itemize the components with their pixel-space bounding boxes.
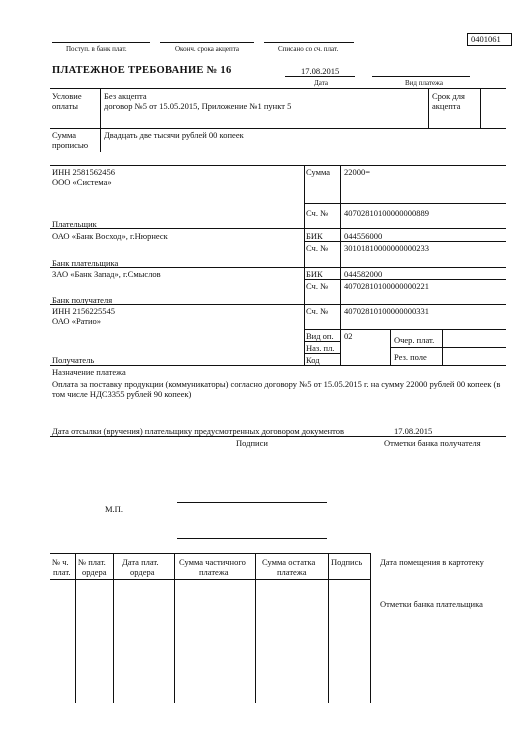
op-type-label: Вид оп. <box>306 331 334 341</box>
order-bottom-line <box>390 347 506 348</box>
table-header-3a: Дата плат. <box>122 557 159 567</box>
payer-label: Плательщик <box>52 219 97 229</box>
received-bank-line <box>52 42 150 43</box>
stamp-label: М.П. <box>105 504 123 514</box>
date-line <box>285 76 355 77</box>
table-header-6a: Подпись <box>331 557 363 567</box>
purpose-label: Назначение платежа <box>52 367 126 377</box>
deadline-label-1: Срок для <box>432 91 465 101</box>
payer-bank-marks-label: Отметки банка плательщика <box>380 599 483 609</box>
document-date: 17.08.2015 <box>301 66 340 76</box>
deadline-label-2: акцепта <box>432 101 461 111</box>
debited-label: Списано со сч. плат. <box>278 45 339 53</box>
accept-deadline-line <box>160 42 254 43</box>
payer-bank-label: Банк плательщика <box>52 258 119 268</box>
payee-inn: ИНН 2156225545 <box>52 306 116 316</box>
payment-type-line <box>372 76 470 77</box>
payee-bank-bik-label: БИК <box>306 269 323 279</box>
amount-words-value: Двадцать две тысячи рублей 00 копеек <box>104 130 244 140</box>
signatures-label: Подписи <box>236 438 268 448</box>
bottom-table-top-line <box>50 553 370 554</box>
dispatch-label: Дата отсылки (вручения) плательщику предусмотренных договором документов <box>52 426 345 436</box>
amount-words-label-2: прописью <box>52 140 89 150</box>
bottom-table-col-1 <box>75 553 76 703</box>
purpose-code-top-line <box>304 341 340 342</box>
conditions-top-line <box>50 88 506 89</box>
payee-label: Получатель <box>52 355 95 365</box>
dispatch-line <box>50 436 506 437</box>
bottom-table-col-5 <box>328 553 329 703</box>
dispatch-date: 17.08.2015 <box>394 426 433 436</box>
payee-acc-label: Сч. № <box>306 306 329 316</box>
signature-line-1 <box>177 502 327 503</box>
payee-name: ОАО «Ратио» <box>52 316 101 326</box>
signature-line-2 <box>177 538 327 539</box>
payee-acc-value: 40702810100000000331 <box>344 306 429 316</box>
payer-inn: ИНН 2581562456 <box>52 167 116 177</box>
table-header-4b: платежа <box>199 567 229 577</box>
payment-type-label: Вид платежа <box>405 79 444 87</box>
table-header-4a: Сумма частичного <box>179 557 246 567</box>
payee-bank-marks-label: Отметки банка получателя <box>384 438 481 448</box>
payee-bank-bik-line <box>304 279 506 280</box>
payee-bank-acc-label: Сч. № <box>306 281 329 291</box>
main-grid-divider-2 <box>340 165 341 365</box>
payer-acc-value: 40702810100000000889 <box>344 208 429 218</box>
table-header-3b: ордера <box>130 567 155 577</box>
date-label: Дата <box>314 79 328 87</box>
bottom-table-col-4 <box>255 553 256 703</box>
form-code: 0401061 <box>471 34 501 44</box>
op-type-value: 02 <box>344 331 353 341</box>
payer-bank-acc-value: 30101810000000000233 <box>344 243 429 253</box>
order-label: Очер. плат. <box>394 335 435 345</box>
payer-name: ООО «Система» <box>52 177 112 187</box>
payer-bank-bik-line <box>304 241 506 242</box>
payee-bottom-line <box>50 365 506 366</box>
conditions-divider-right <box>480 88 481 128</box>
payer-bank-bottom-line <box>50 267 506 268</box>
payer-bottom-line <box>50 228 506 229</box>
bottom-table-header-line <box>50 579 370 580</box>
debited-line <box>264 42 354 43</box>
payee-bank-acc-value: 40702810100000000221 <box>344 281 429 291</box>
payee-acc-bottom-line <box>304 329 506 330</box>
payer-sum-bottom-line <box>304 203 506 204</box>
conditions-divider-deadline <box>428 88 429 128</box>
payee-bank-label: Банк получателя <box>52 295 113 305</box>
conditions-label-2: оплаты <box>52 101 79 111</box>
received-bank-label: Поступ. в банк плат. <box>66 45 127 53</box>
amount-words-bottom-line <box>50 165 506 166</box>
bottom-table-col-6 <box>370 553 371 703</box>
conditions-divider-left <box>100 88 101 152</box>
bottom-table-col-3 <box>174 553 175 703</box>
page-title: ПЛАТЕЖНОЕ ТРЕБОВАНИЕ № 16 <box>52 65 232 76</box>
table-header-5b: платежа <box>277 567 307 577</box>
payer-bank-acc-label: Сч. № <box>306 243 329 253</box>
payer-bank-name: ОАО «Банк Восход», г.Нюрнеск <box>52 231 168 241</box>
conditions-value-2: договор №5 от 15.05.2015, Приложение №1 пункт 5 <box>104 101 292 111</box>
conditions-bottom-line <box>50 128 506 129</box>
purpose-code-label: Наз. пл. <box>306 343 335 353</box>
payee-bank-bik-value: 044582000 <box>344 269 383 279</box>
payer-sum-value: 22000= <box>344 167 371 177</box>
code-label: Код <box>306 355 320 365</box>
reserve-label: Рез. поле <box>394 352 427 362</box>
conditions-label-1: Условие <box>52 91 82 101</box>
purpose-text: Оплата за поставку продукции (коммуникаторы) согласно договору №5 от 15.05.2015 г. на сумму 22000 рублей 00 копеек (в том числе НДС3355 рублей 90 копеек) <box>52 379 501 399</box>
table-header-2a: № плат. <box>78 557 106 567</box>
payer-acc-label: Сч. № <box>306 208 329 218</box>
main-grid-divider-1 <box>304 165 305 365</box>
code-top-line <box>304 353 340 354</box>
table-header-1b: плат. <box>53 567 71 577</box>
payer-bank-bik-label: БИК <box>306 231 323 241</box>
payer-sum-label: Сумма <box>306 167 331 177</box>
accept-deadline-label: Оконч. срока акцепта <box>175 45 239 53</box>
bottom-table-col-2 <box>113 553 114 703</box>
table-header-5a: Сумма остатка <box>262 557 316 567</box>
filing-date-label: Дата помещения в картотеку <box>380 557 484 567</box>
payee-bank-name: ЗАО «Банк Запад», г.Смыслов <box>52 269 161 279</box>
payer-bank-bik-value: 044556000 <box>344 231 383 241</box>
payee-bank-bottom-line <box>50 304 506 305</box>
table-header-1a: № ч. <box>52 557 69 567</box>
table-header-2b: ордера <box>82 567 107 577</box>
amount-words-label-1: Сумма <box>52 130 77 140</box>
conditions-value-1: Без акцепта <box>104 91 147 101</box>
